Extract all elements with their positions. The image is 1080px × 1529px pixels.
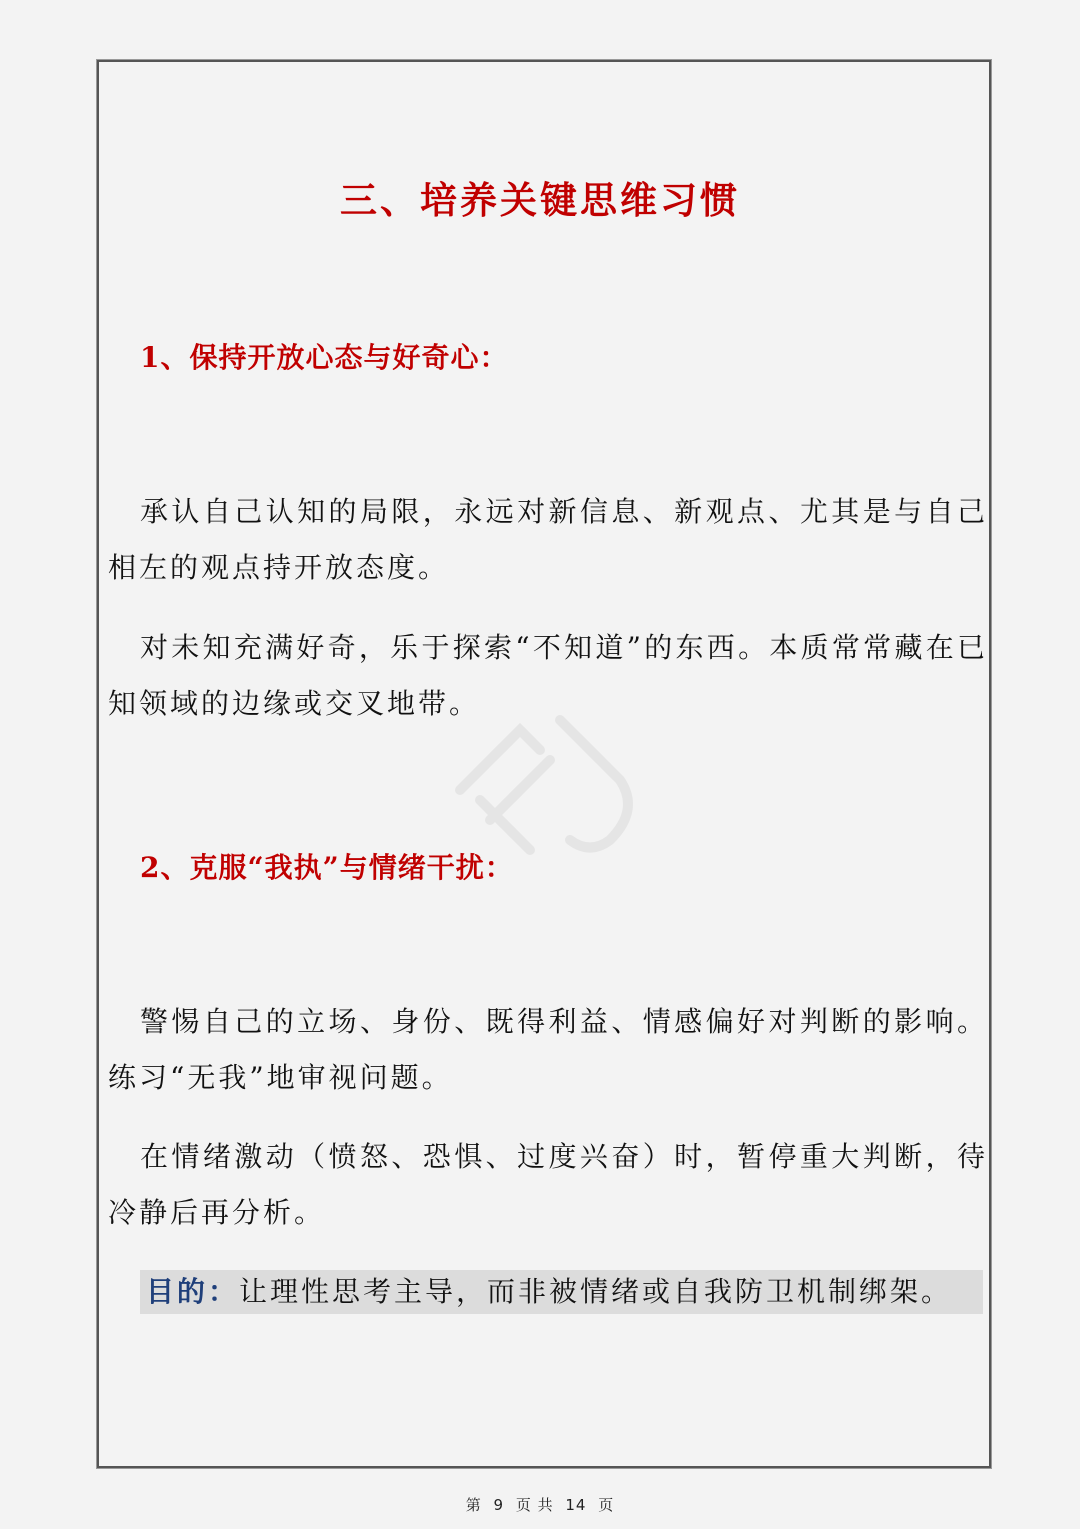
page-frame	[97, 60, 991, 1468]
paragraph-1-2: 对未知充满好奇，乐于探索“不知道”的东西。本质常常藏在已知领域的边缘或交叉地带。	[108, 631, 988, 720]
purpose-text: 让理性思考主导，而非被情绪或自我防卫机制绑架。	[239, 1275, 953, 1308]
footer-total-pages: 14	[565, 1496, 587, 1514]
page-footer	[0, 1494, 1080, 1515]
paragraph-2-1: 警惕自己的立场、身份、既得利益、情感偏好对判断的影响。练习“无我”地审视问题。	[108, 1005, 988, 1094]
footer-page-number: 9	[493, 1496, 505, 1514]
paragraph-1-1: 承认自己认知的局限，永远对新信息、新观点、尤其是与自己相左的观点持开放态度。	[108, 495, 988, 584]
paragraph-2-2: 在情绪激动（愤怒、恐惧、过度兴奋）时，暂停重大判断，待冷静后再分析。	[108, 1140, 988, 1229]
footer-prefix: 第	[465, 1496, 482, 1514]
section-heading-1: 1、保持开放心态与好奇心：	[140, 341, 509, 374]
page-title: 三、培养关键思维习惯	[340, 178, 740, 222]
purpose-callout	[140, 1270, 983, 1314]
footer-mid: 页 共	[515, 1496, 554, 1514]
section-heading-2: 2、克服“我执”与情绪干扰：	[140, 851, 514, 884]
purpose-label: 目的：	[146, 1275, 240, 1308]
footer-suffix: 页	[598, 1496, 615, 1514]
